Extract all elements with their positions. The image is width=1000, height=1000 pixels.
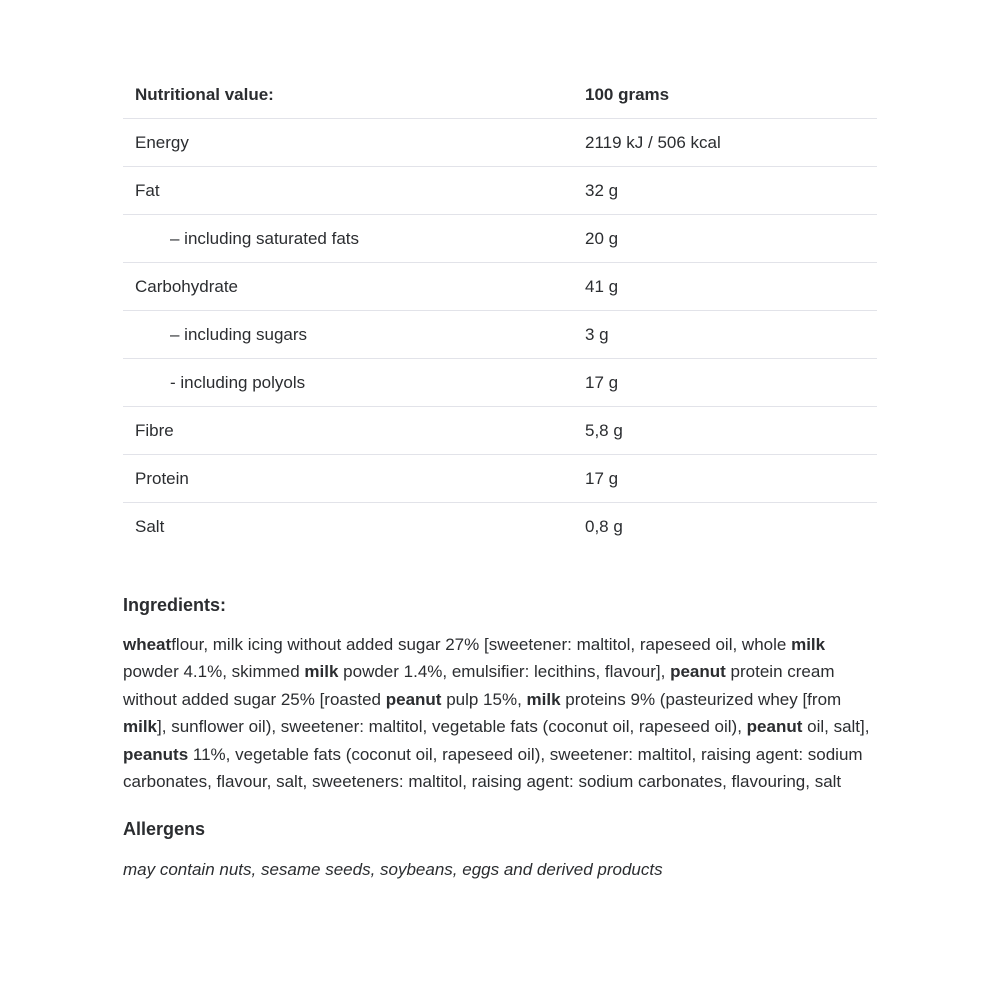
row-label: Salt [135,517,165,536]
row-label: – including sugars [170,324,308,344]
table-row-sugars [123,311,877,359]
nutrition-info-section [123,72,877,882]
table-header-label: Nutritional value: [135,85,274,104]
ingredients-text: wheatflour, milk icing without added sugar 27% [sweetener: maltitol, rapeseed oil, whole milk powder 4.1%, skimmed milk powder 1.4%, emulsifier: lecithins, flavour], peanut protein cream without added sugar 25% [roasted peanut pulp 15%, milk proteins 9% (pasteurized whey [from milk], sunflower oil), sweetener: maltitol, vegetable fats (coconut oil, rapeseed oil), peanut oil, salt], peanuts 11%, vegetable fats (coconut oil, rapeseed oil), sweetener: maltitol, raising agent: sodium carbonates, flavour, salt, sweeteners: maltitol, raising agent: sodium carbonates, flavouring, salt [123,635,870,792]
table-row-fat [123,167,877,215]
row-value: 0,8 g [585,517,623,536]
row-value: 32 g [585,180,619,200]
table-row-polyols [123,359,877,407]
table-header-value: 100 grams [585,85,670,104]
row-label: Fibre [135,420,174,440]
row-label: - including polyols [170,372,306,392]
row-label: Fat [135,180,160,200]
row-label: Energy [135,132,189,152]
allergens-heading: Allergens [123,819,206,840]
ingredients-heading: Ingredients: [123,595,227,615]
table-row-fibre [123,407,877,455]
row-value: 17 g [585,468,619,488]
row-value: 41 g [585,276,619,296]
row-value: 17 g [585,372,619,392]
table-row-carbohydrate [123,263,877,311]
row-value: 3 g [585,324,609,344]
nutrition-table [123,72,877,551]
row-value: 5,8 g [585,420,623,440]
row-label: Carbohydrate [135,276,239,296]
table-row-energy [123,119,877,167]
row-value: 2119 kJ / 506 kcal [585,132,721,152]
row-value: 20 g [585,228,619,248]
table-header-row [123,72,877,119]
allergens-text: may contain nuts, sesame seeds, soybeans, eggs and derived products [123,860,663,880]
table-row-protein [123,455,877,503]
table-row-saturated-fats [123,215,877,263]
row-label: – including saturated fats [170,228,360,248]
table-row-salt [123,503,877,551]
row-label: Protein [135,468,189,488]
